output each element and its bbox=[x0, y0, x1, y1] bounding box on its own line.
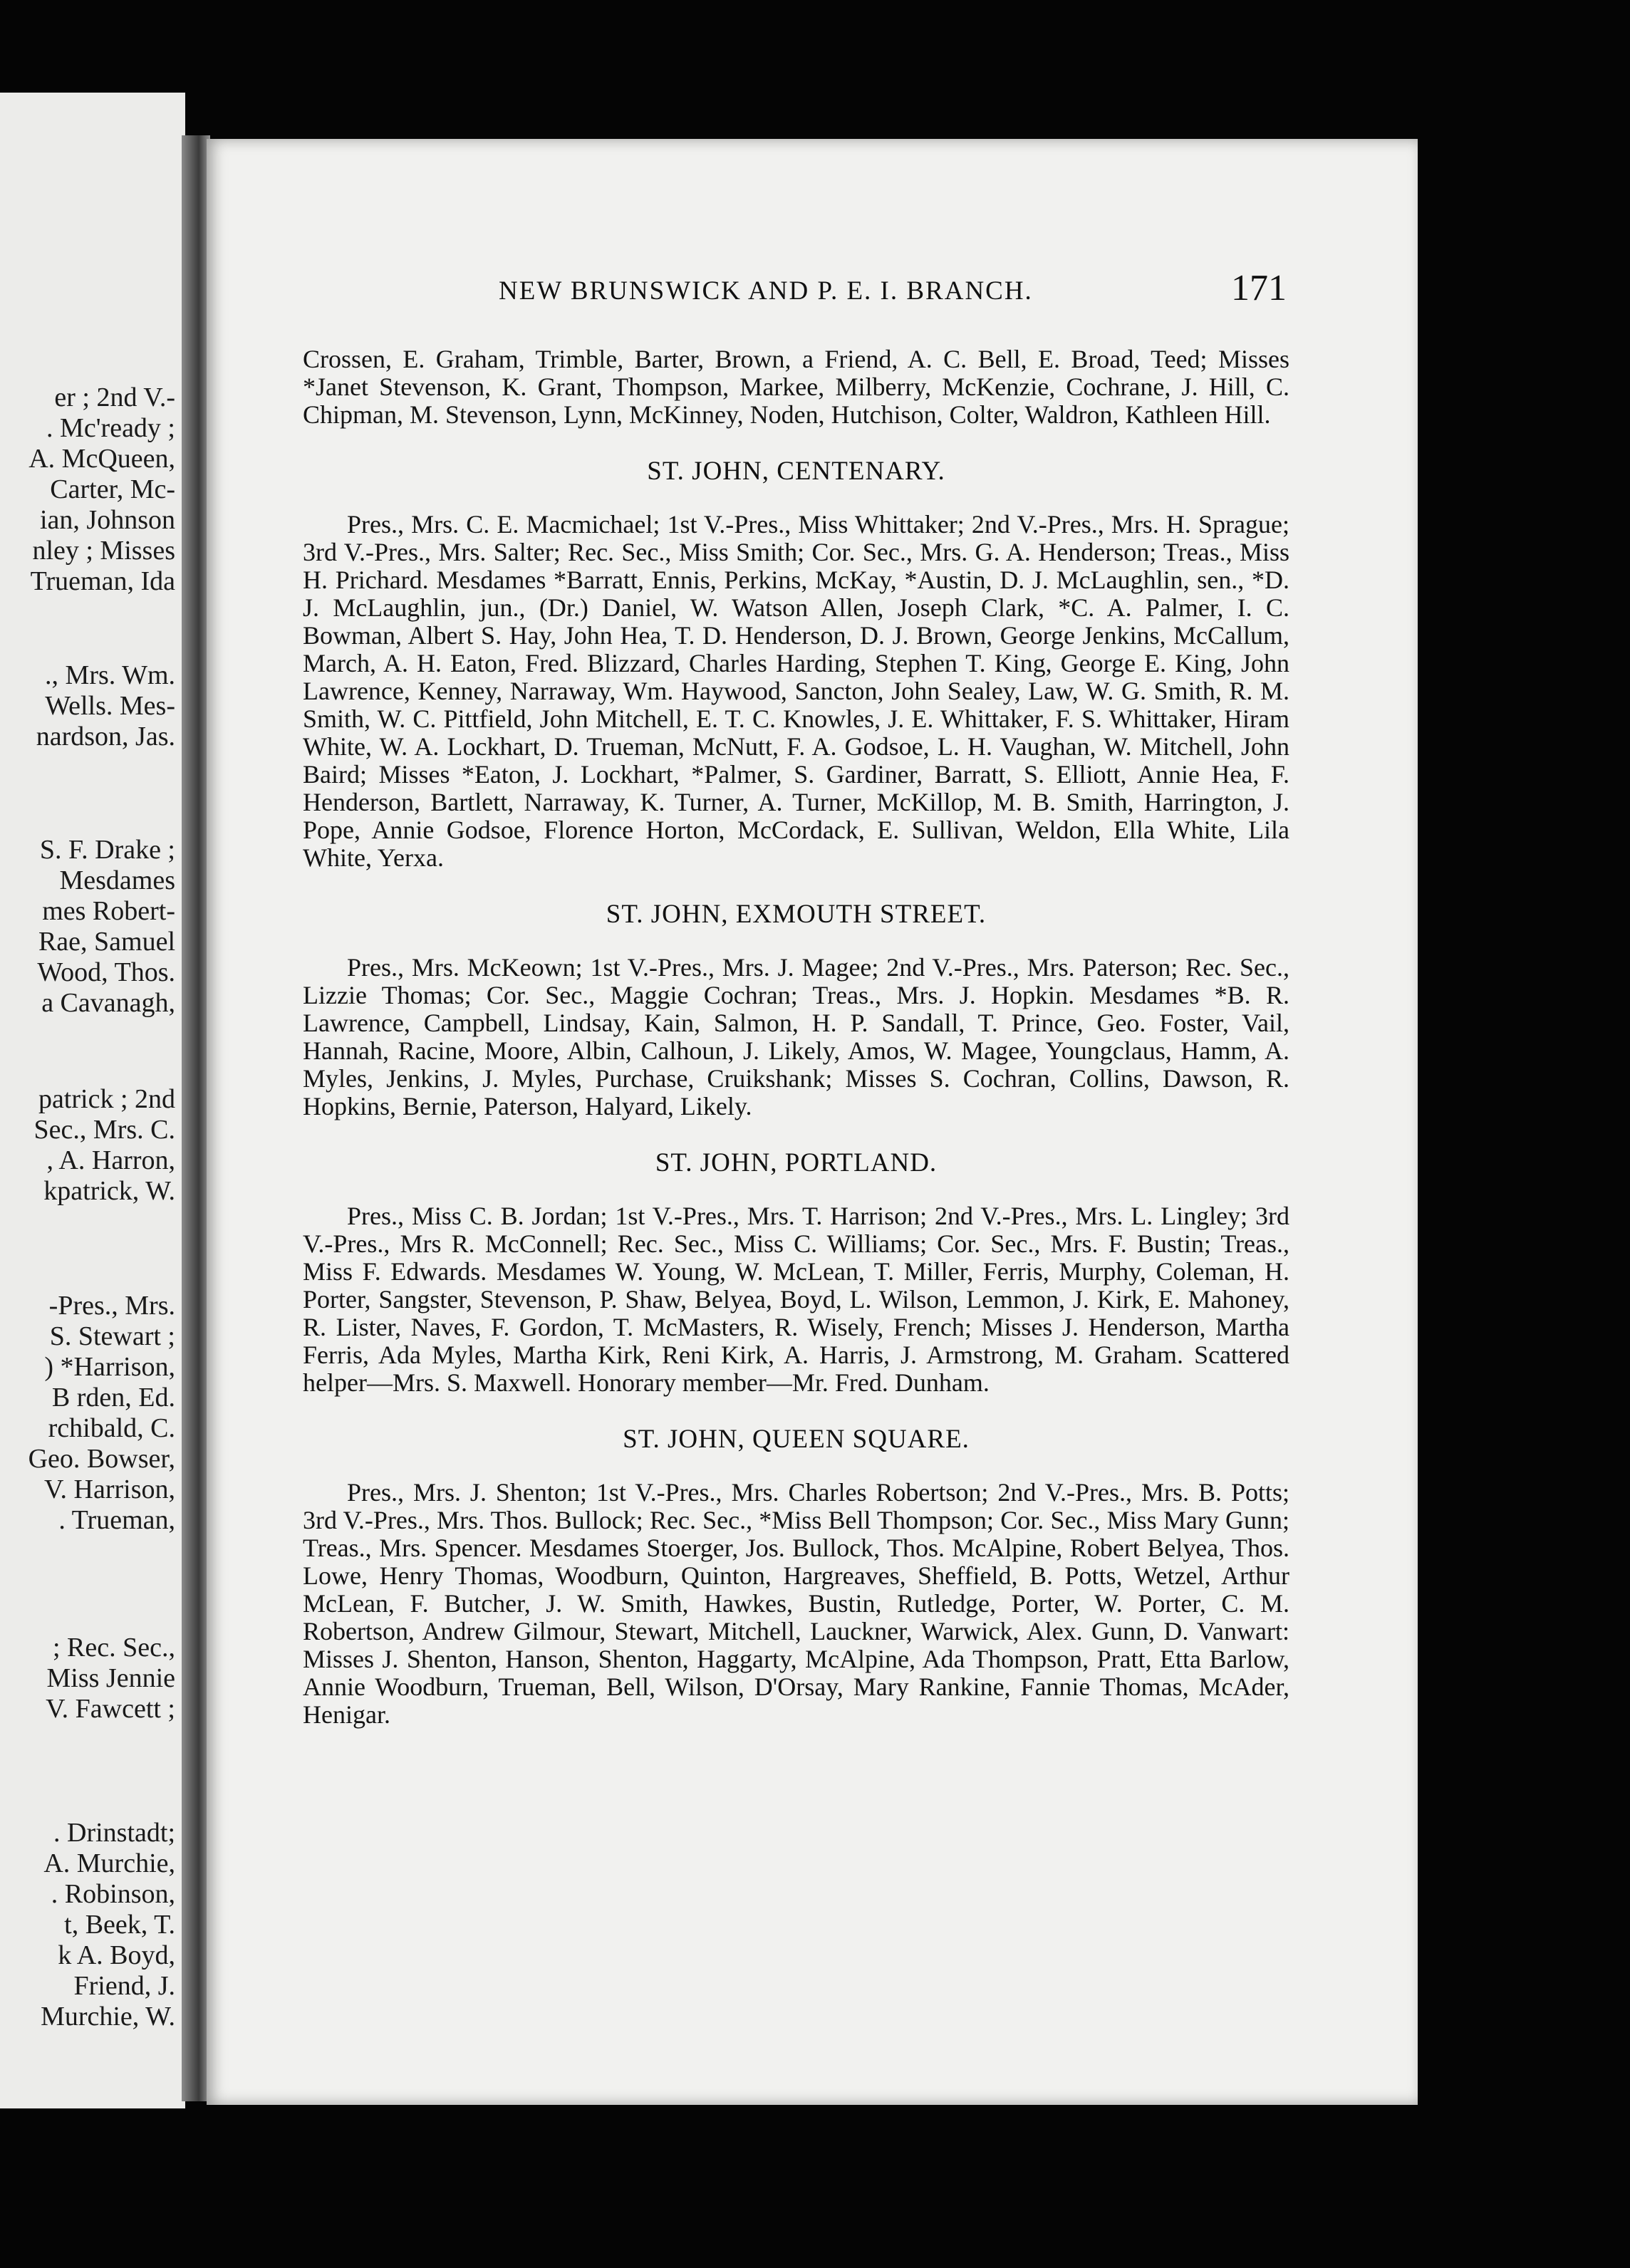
left-page-line: -Pres., Mrs. bbox=[48, 1291, 175, 1321]
section-body: Pres., Mrs. McKeown; 1st V.-Pres., Mrs. J. Magee; 2nd V.-Pres., Mrs. Paterson; Rec. Sec., Lizzie Thomas; Cor. Sec., Maggie Cochran; Treas., Mrs. J. Hopkin. Mesdames *B. R. Lawrence, Campbell, Lindsay, Kain, Salmon, H. P. Sandall, T. Prince, Geo. Foster, Vail, Hannah, Racine, Moore, Albin, Calhoun, J. Likely, Amos, W. Magee, Youngclaus, Hamm, A. Myles, Jenkins, J. Myles, Purchase, Cruikshank; Misses S. Cochran, Collins, Dawson, R. Hopkins, Bernie, Paterson, Halyard, Likely. bbox=[303, 953, 1289, 1120]
left-page-line: nardson, Jas. bbox=[36, 722, 175, 751]
left-page-line: . Robinson, bbox=[51, 1879, 175, 1909]
left-page-line: Miss Jennie bbox=[46, 1663, 175, 1693]
left-page-line: Friend, J. bbox=[73, 1971, 175, 2001]
left-page-line: Trueman, Ida bbox=[30, 566, 175, 596]
book-gutter bbox=[182, 135, 210, 2101]
left-page-line: Geo. Bowser, bbox=[28, 1444, 175, 1474]
section-heading: ST. JOHN, QUEEN SQUARE. bbox=[623, 1425, 970, 1454]
left-page-line: ., Mrs. Wm. bbox=[45, 660, 175, 690]
page-content bbox=[303, 345, 1289, 1729]
left-page-line: Carter, Mc- bbox=[50, 474, 175, 504]
left-page-line: nley ; Misses bbox=[32, 536, 175, 566]
left-page-line: Murchie, W. bbox=[41, 2002, 175, 2032]
section-body: Pres., Mrs. C. E. Macmichael; 1st V.-Pres., Miss Whittaker; 2nd V.-Pres., Mrs. H. Sprague; 3rd V.-Pres., Mrs. Salter; Rec. Sec., Miss Smith; Cor. Sec., Mrs. G. A. Henderson; Treas., Miss H. Prichard. Mesdames *Barratt, Ennis, Perkins, McKay, *Austin, D. J. McLaughlin, sen., *D. J. McLaughlin, jun., (Dr.) Daniel, W. Watson Allen, Joseph Clark, *C. A. Palmer, I. C. Bowman, Albert S. Hay, John Hea, T. D. Henderson, D. J. Brown, George Jenkins, McCallum, March, A. H. Eaton, Fred. Blizzard, Charles Harding, Stephen T. King, George E. King, John Lawrence, Kenney, Narraway, Wm. Haywood, Sancton, John Sealey, Law, W. G. Smith, R. M. Smith, W. C. Pittfield, John Mitchell, E. T. C. Knowles, J. E. Whittaker, F. S. Whittaker, Hiram White, W. A. Lockhart, D. Trueman, McNutt, F. A. Godsoe, L. H. Vaughan, W. Mitchell, John Baird; Misses *Eaton, J. Lockhart, *Palmer, S. Gardiner, Barratt, S. Elliott, Annie Hea, F. Henderson, Bartlett, Narraway, K. Turner, A. Turner, McKillop, M. B. Smith, Harrington, J. Pope, Annie Godsoe, Florence Horton, McCordack, E. Sullivan, Weldon, Ella White, Lila White, Yerxa. bbox=[303, 510, 1289, 872]
left-page-line: a Cavanagh, bbox=[41, 988, 175, 1018]
left-page-line: Sec., Mrs. C. bbox=[33, 1115, 175, 1145]
left-page-line: . Drinstadt; bbox=[53, 1818, 175, 1848]
left-page-fragment bbox=[0, 93, 185, 2108]
left-page-line: Wood, Thos. bbox=[37, 957, 175, 987]
left-page-line: Wells. Mes- bbox=[45, 691, 175, 721]
left-page-line: S. F. Drake ; bbox=[39, 835, 175, 865]
running-head bbox=[207, 267, 1287, 317]
left-page-line: . Mc'ready ; bbox=[46, 413, 175, 443]
running-title: NEW BRUNSWICK AND P. E. I. BRANCH. bbox=[499, 276, 1033, 306]
left-page-line: A. Murchie, bbox=[43, 1848, 175, 1878]
left-page-line: , A. Harron, bbox=[46, 1145, 175, 1175]
left-page-line: V. Harrison, bbox=[43, 1474, 175, 1504]
left-page-line: B rden, Ed. bbox=[51, 1383, 175, 1413]
section-body: Pres., Miss C. B. Jordan; 1st V.-Pres., Mrs. T. Harrison; 2nd V.-Pres., Mrs. L. Lingley; 3rd V.-Pres., Mrs R. McConnell; Rec. Sec., Miss C. Williams; Cor. Sec., Mrs. F. Bustin; Treas., Miss F. Edwards. Mesdames W. Young, W. McLean, T. Miller, Ferris, Murphy, Coleman, H. Porter, Sangster, Stevenson, P. Shaw, Belyea, Boyd, L. Wilson, Lemmon, J. Kirk, E. Mahoney, R. Lister, Naves, F. Gordon, T. McMasters, R. Wisely, French; Misses J. Henderson, Martha Ferris, Ada Myles, Martha Kirk, Reni Kirk, A. Harris, J. Armstrong, M. Graham. Scattered helper—Mrs. S. Maxwell. Honorary member—Mr. Fred. Dunham. bbox=[303, 1202, 1289, 1397]
left-page-line: . Trueman, bbox=[58, 1505, 175, 1535]
left-page-line: kpatrick, W. bbox=[43, 1176, 175, 1206]
continued-paragraph: Crossen, E. Graham, Trimble, Barter, Brown, a Friend, A. C. Bell, E. Broad, Teed; Misses *Janet Stevenson, K. Grant, Thompson, Markee, Milberry, McKenzie, Cochrane, J. Hill, C. Chipman, M. Stevenson, Lynn, McKinney, Noden, Hutchison, Colter, Waldron, Kathleen Hill. bbox=[303, 345, 1289, 429]
book-page bbox=[207, 139, 1418, 2105]
section-body: Pres., Mrs. J. Shenton; 1st V.-Pres., Mrs. Charles Robertson; 2nd V.-Pres., Mrs. B. Potts; 3rd V.-Pres., Mrs. Thos. Bullock; Rec. Sec., *Miss Bell Thompson; Cor. Sec., Miss Mary Gunn; Treas., Mrs. Spencer. Mesdames Stoerger, Jos. Bullock, Thos. McAlpine, Robert Belyea, Thos. Lowe, Henry Thomas, Woodburn, Quinton, Hargreaves, Sheffield, B. Potts, Wetzel, Arthur McLean, F. Butcher, J. W. Smith, Hawkes, Bustin, Rutledge, Porter, W. Porter, C. M. Robertson, Andrew Gilmour, Stewart, Mitchell, Lauckner, Warwick, Alex. Gunn, D. Vanwart: Misses J. Shenton, Hanson, Shenton, Haggarty, McAlpine, Ada Thompson, Pratt, Etta Barlow, Annie Woodburn, Trueman, Bell, Wilson, D'Orsay, Mary Rankine, Fannie Thomas, McAder, Henigar. bbox=[303, 1478, 1289, 1729]
section-heading: ST. JOHN, CENTENARY. bbox=[647, 457, 945, 486]
left-page-line: V. Fawcett ; bbox=[46, 1694, 175, 1724]
left-page-line: rchibald, C. bbox=[48, 1413, 175, 1443]
left-page-line: A. McQueen, bbox=[28, 444, 175, 474]
left-page-line: ian, Johnson bbox=[40, 505, 175, 535]
left-page-line: er ; 2nd V.- bbox=[54, 383, 175, 412]
left-page-line: k A. Boyd, bbox=[58, 1940, 175, 1970]
left-page-line: S. Stewart ; bbox=[49, 1321, 175, 1351]
section-heading: ST. JOHN, PORTLAND. bbox=[655, 1148, 938, 1177]
left-page-line: Rae, Samuel bbox=[38, 927, 175, 957]
section-heading: ST. JOHN, EXMOUTH STREET. bbox=[606, 900, 987, 929]
left-page-line: ) *Harrison, bbox=[44, 1352, 175, 1382]
left-page-line: ; Rec. Sec., bbox=[52, 1633, 175, 1663]
left-page-line: t, Beek, T. bbox=[64, 1910, 175, 1940]
left-page-line: Mesdames bbox=[59, 865, 175, 895]
left-page-line: patrick ; 2nd bbox=[38, 1084, 175, 1114]
page-number: 171 bbox=[1231, 268, 1287, 308]
left-page-line: mes Robert- bbox=[42, 896, 175, 926]
